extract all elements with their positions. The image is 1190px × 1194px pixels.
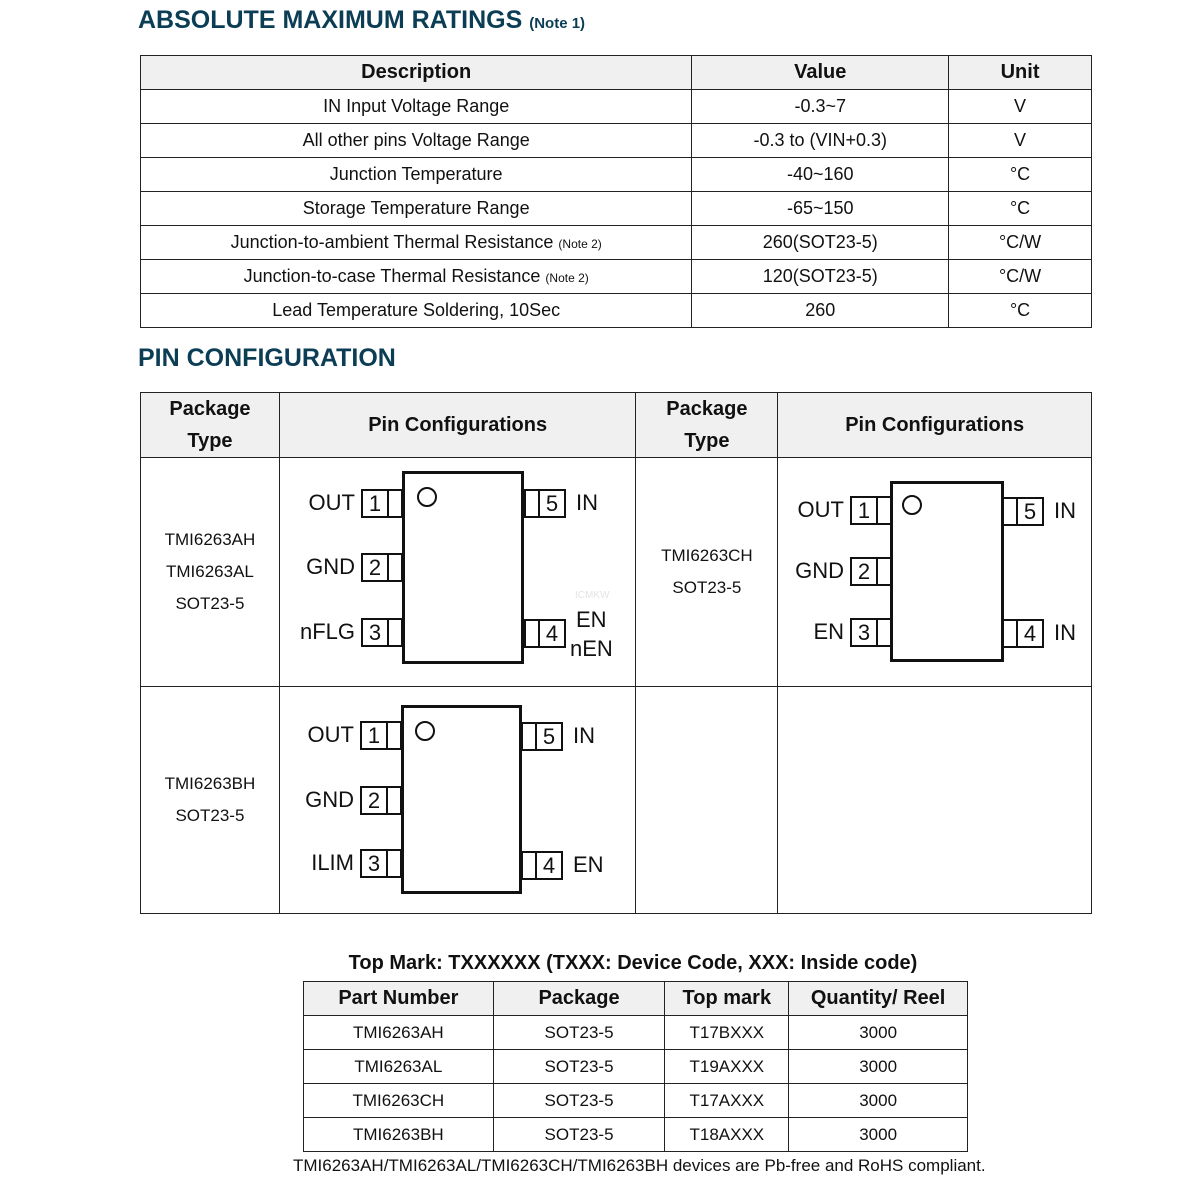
col-header: Part Number [304,982,494,1016]
table-row [141,294,1092,328]
description-cell [141,124,692,158]
unit-cell: °C [949,294,1092,328]
table-row [141,226,1092,260]
quantity-cell: 3000 [789,1050,968,1084]
description-text: Storage Temperature Range [302,198,530,218]
footnote: TMI6263AH/TMI6263AL/TMI6263CH/TMI6263BH devices are Pb-free and RoHS compliant. [293,1156,986,1175]
pin-number: 3 [363,620,389,645]
top-mark-cell: T18AXXX [665,1118,789,1152]
quantity-cell: 3000 [789,1016,968,1050]
package-cell: SOT23-5 [493,1118,665,1152]
part-name: TMI6263BH [164,774,256,793]
pin-number: 3 [852,620,878,645]
unit-cell: °C [949,158,1092,192]
description-cell [141,158,692,192]
description-text: Lead Temperature Soldering, 10Sec [272,300,561,320]
part-number-cell: TMI6263AH [304,1016,494,1050]
description-text: Junction Temperature [329,164,503,184]
pin-label: IN [1054,620,1076,645]
value-cell: -65~150 [692,192,949,226]
table-row [141,687,1092,914]
pin-label: EN [576,607,607,632]
description-text: Junction-to-ambient Thermal Resistance [230,232,554,252]
top-mark-cell: T17BXXX [665,1016,789,1050]
pin1-marker [415,721,435,741]
pin-number: 1 [362,723,388,748]
value-cell: -0.3 to (VIN+0.3) [692,124,949,158]
table-row [141,260,1092,294]
pin-4 [1002,619,1044,648]
pin-label: OUT [797,497,844,522]
pin-4 [521,851,563,880]
pin-2 [360,786,402,815]
top-mark-cell: T19AXXX [665,1050,789,1084]
pin-label: OUT [307,722,354,747]
pin-number: 2 [362,788,388,813]
package-cell [636,458,778,687]
amr-note: (Note 1) [529,15,586,32]
package-name: SOT23-5 [672,578,742,597]
pin-4 [524,619,566,648]
pin-number: 5 [535,724,561,749]
col-header-pin-config: Pin Configurations [279,393,636,458]
pin-label: nFLG [299,619,355,644]
col-header-pin-config: Pin Configurations [778,393,1092,458]
ordering-table [303,981,968,1152]
table-row [141,90,1092,124]
pin-label: GND [306,554,355,579]
pin-label: GND [305,787,354,812]
pin-label: ILIM [311,850,354,875]
unit-cell: °C/W [949,260,1092,294]
description-text: Junction-to-case Thermal Resistance [243,266,541,286]
col-header-package-type [141,393,280,458]
header-text: Type [187,430,233,452]
description-cell [141,226,692,260]
empty-cell [778,687,1092,914]
pin-number: 5 [538,491,564,516]
pin1-marker [902,495,922,515]
amr-title: ABSOLUTE MAXIMUM RATINGS [138,6,523,34]
package-cell: SOT23-5 [493,1016,665,1050]
table-row [304,1118,968,1152]
absolute-max-ratings-table [140,55,1092,328]
part-name: TMI6263AL [166,562,254,581]
unit-cell: °C [949,192,1092,226]
package-cell [141,687,280,914]
note-ref: (Note 2) [558,237,602,251]
pin-3 [850,618,892,647]
description-text: All other pins Voltage Range [302,130,530,150]
pin-number: 1 [852,498,878,523]
pin-number: 1 [363,491,389,516]
value-cell: 260 [692,294,949,328]
description-cell [141,192,692,226]
header-text: Type [684,430,730,452]
top-mark-title: Top Mark: TXXXXXX (TXXX: Device Code, XXX: Inside code) [348,952,918,974]
table-header-row [141,56,1092,90]
pin-label: IN [1054,498,1076,523]
pin-number: 3 [362,851,388,876]
table-row [304,1016,968,1050]
col-header: Description [141,56,692,90]
part-number-cell: TMI6263AL [304,1050,494,1084]
watermark: ICMKW [575,590,610,601]
pin-label: IN [573,723,595,748]
header-text: Package [169,398,251,420]
value-cell: -40~160 [692,158,949,192]
unit-cell: °C/W [949,226,1092,260]
pin-number: 2 [852,559,878,584]
pin-number: 4 [538,621,564,646]
table-header-row [141,393,1092,458]
col-header: Top mark [665,982,789,1016]
table-row [304,1050,968,1084]
pin-label: OUT [308,490,355,515]
description-cell [141,294,692,328]
package-name: SOT23-5 [175,806,245,825]
part-name: TMI6263AH [164,530,256,549]
pin-5 [521,722,563,751]
pin-2 [361,553,403,582]
quantity-cell: 3000 [789,1118,968,1152]
pin-number: 4 [535,853,561,878]
quantity-cell: 3000 [789,1084,968,1118]
pin-3 [360,849,402,878]
table-row [141,124,1092,158]
table-header-row [304,982,968,1016]
pin-5 [524,489,566,518]
pin-label: EN [573,852,604,877]
note-ref: (Note 2) [545,271,589,285]
pin-number: 4 [1016,621,1042,646]
pin-label: EN [813,619,844,644]
header-text: Package [666,398,748,420]
pin-label: IN [576,490,598,515]
table-row [141,158,1092,192]
empty-cell [636,687,778,914]
pin-label: GND [795,558,844,583]
description-text: IN Input Voltage Range [323,96,510,116]
pin-2 [850,557,892,586]
description-cell [141,90,692,124]
package-name: SOT23-5 [175,594,245,613]
package-cell [141,458,280,687]
pin-5 [1002,497,1044,526]
value-cell: 260(SOT23-5) [692,226,949,260]
pin-number: 2 [363,555,389,580]
unit-cell: V [949,90,1092,124]
col-header: Quantity/ Reel [789,982,968,1016]
description-cell [141,260,692,294]
col-header: Value [692,56,949,90]
section-title-amr [138,6,585,35]
col-header: Unit [949,56,1092,90]
pin-label-alt: nEN [570,636,613,661]
pin1-marker [417,487,437,507]
pin-1 [360,721,402,750]
part-name: TMI6263CH [661,546,753,565]
unit-cell: V [949,124,1092,158]
table-row [141,192,1092,226]
pin-1 [850,496,892,525]
package-cell: SOT23-5 [493,1050,665,1084]
col-header: Package [493,982,665,1016]
part-number-cell: TMI6263BH [304,1118,494,1152]
section-title-pin-config: PIN CONFIGURATION [138,344,396,372]
part-number-cell: TMI6263CH [304,1084,494,1118]
pin-number: 5 [1016,499,1042,524]
col-header-package-type [636,393,778,458]
top-mark-cell: T17AXXX [665,1084,789,1118]
package-cell: SOT23-5 [493,1084,665,1118]
pin-1 [361,489,403,518]
value-cell: 120(SOT23-5) [692,260,949,294]
value-cell: -0.3~7 [692,90,949,124]
pin-3 [361,618,403,647]
table-row [304,1084,968,1118]
